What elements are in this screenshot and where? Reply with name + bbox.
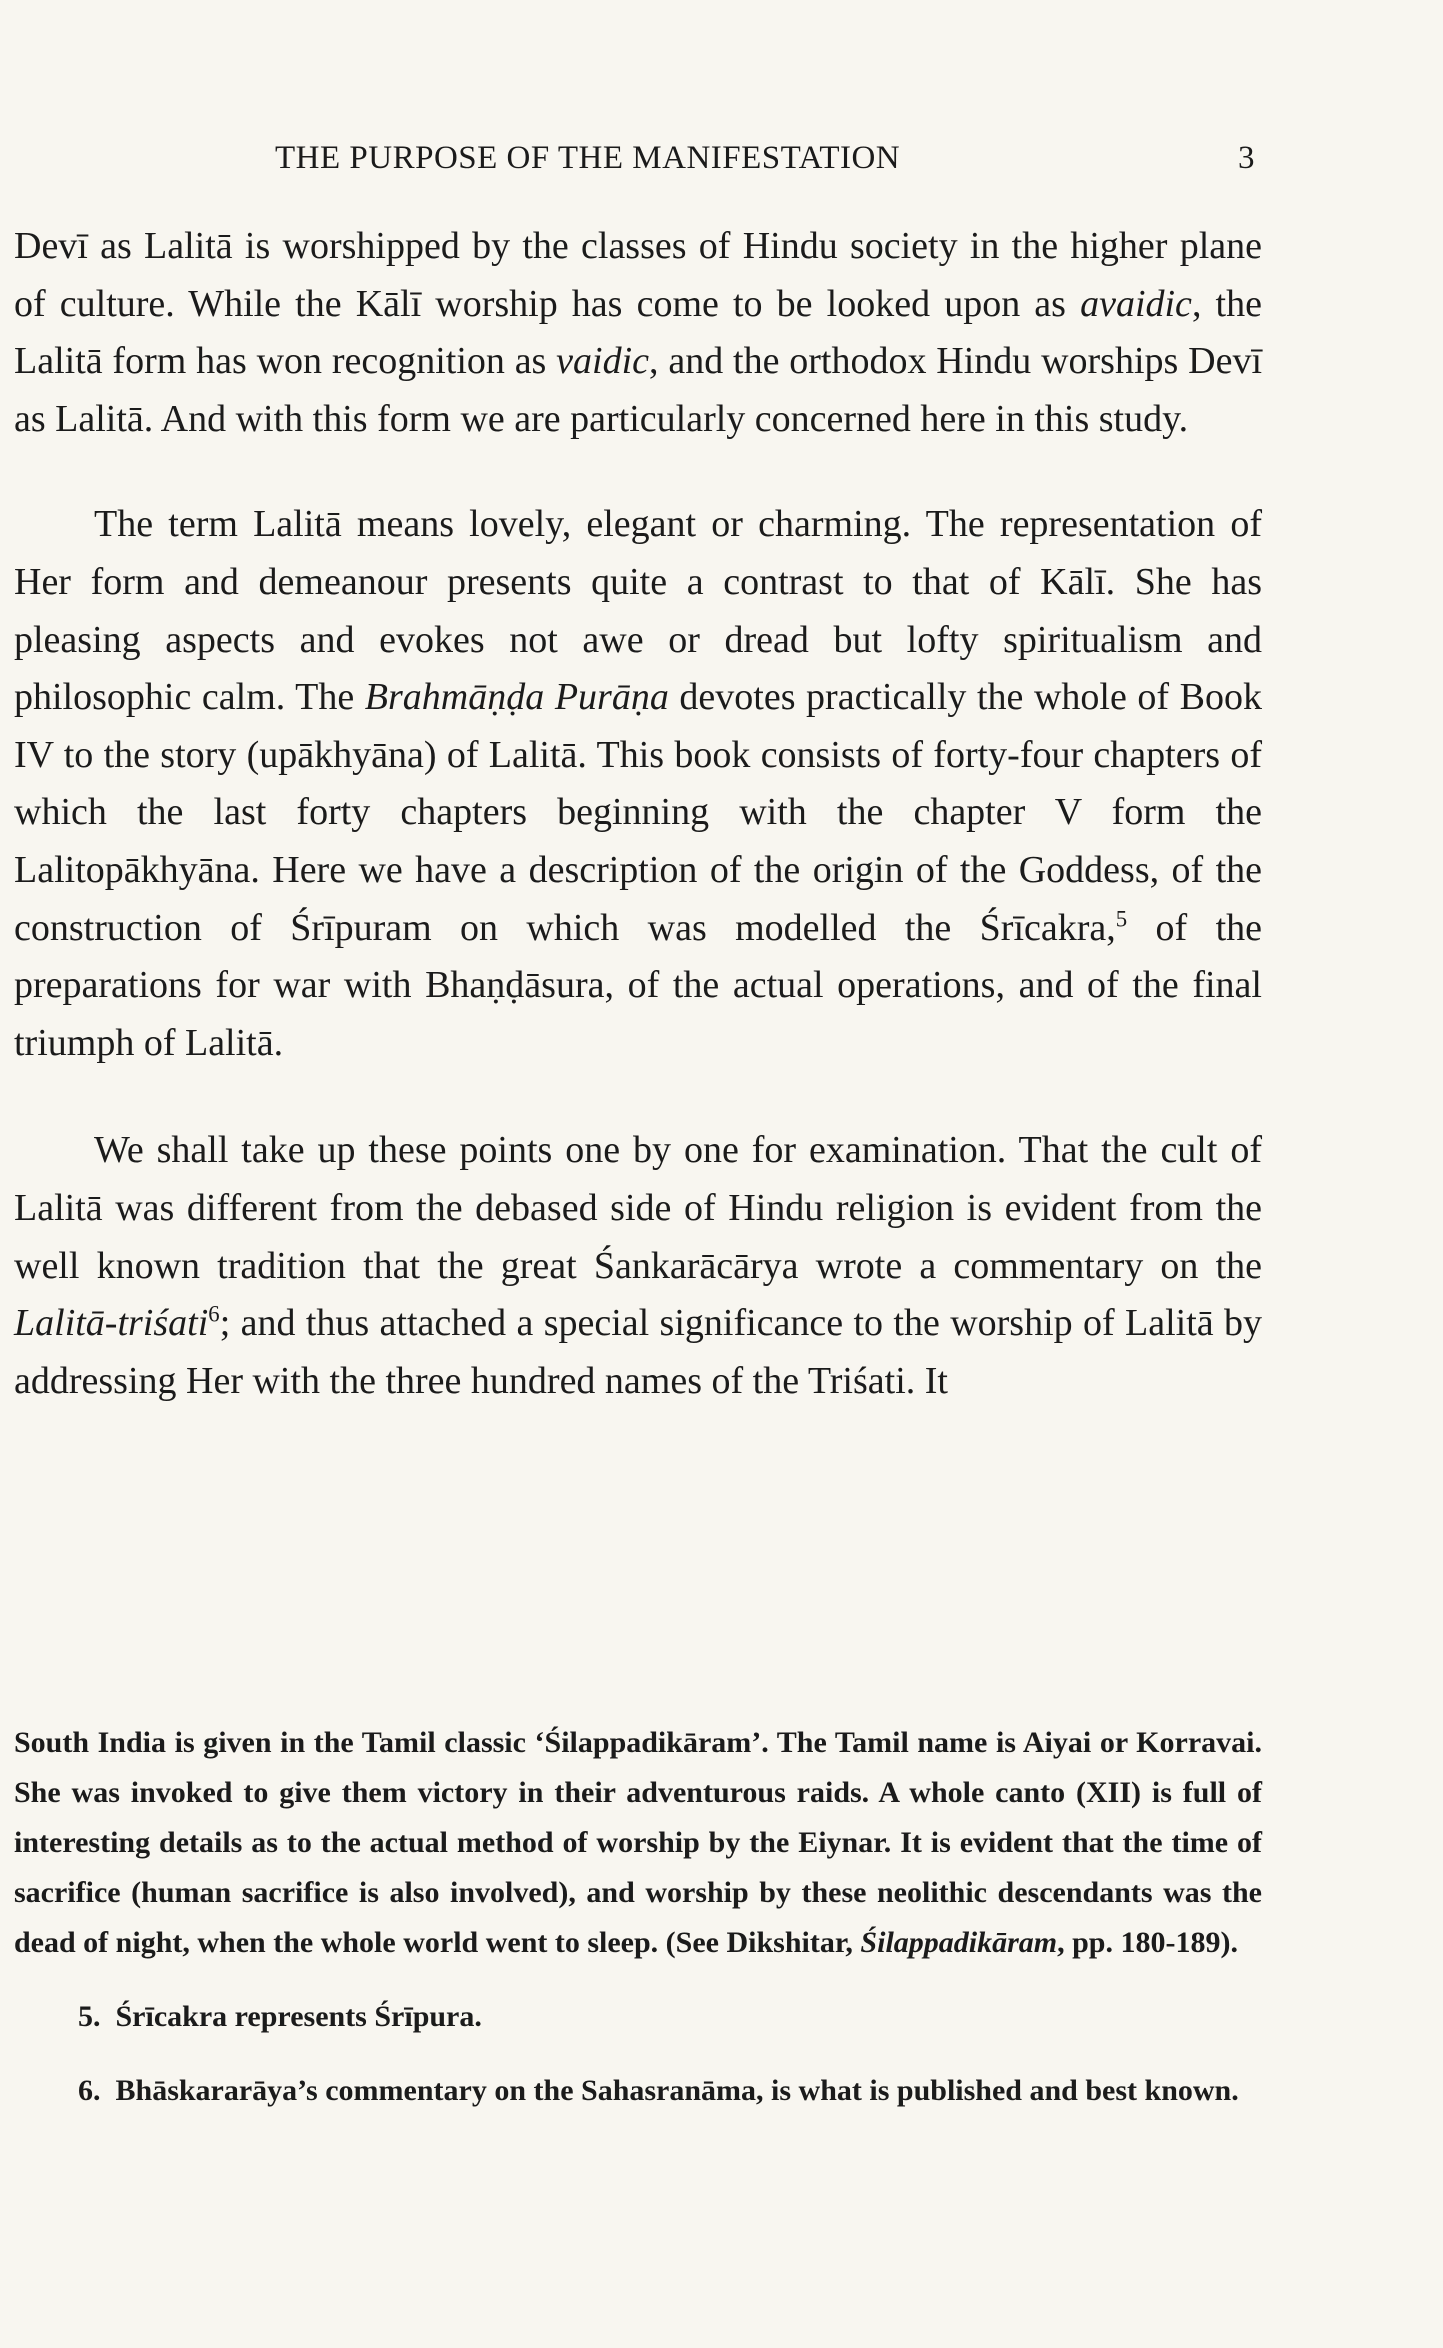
body-text — [14, 218, 1262, 1410]
title-lalita-trisati: Lalitā-triśati — [14, 1302, 209, 1345]
paragraph-1-text: Devī as Lalitā is worshipped by the classes of Hindu society in the higher plane of culture. While the Kālī worship has come to be looked upon as — [14, 225, 1262, 325]
paragraph-2 — [14, 496, 1262, 1072]
footnotes — [14, 1718, 1262, 2116]
title-brahmanda-purana: Brahmāṇḍa Purāṇa — [364, 676, 669, 719]
footnote-5 — [14, 1992, 1262, 2042]
footnote-ref-5: 5 — [1115, 905, 1128, 931]
footnote-continuation-text: South India is given in the Tamil classic ‘Śilappadikāram’. The Tamil name is Aiyai or Korravai. She was invoked to give them victory in their adventurous raids. A whole canto (XII) is full of interesting details as to the actual method of worship by the Eiynar. It is evident that the time of sacrifice (human sacrifice is also involved), and worship by these neolithic descendants was the dead of night, when the whole world went to sleep. (See Dikshitar, — [14, 1726, 1262, 1959]
footnote-continuation — [14, 1718, 1262, 1968]
paragraph-2-text: The term Lalitā means lovely, elegant or charming. The representation of Her form and demeanour presents quite a contrast to that of Kālī. She has pleasing aspects and evokes not awe or dread but lofty spiritualism and philosophic calm. The — [14, 503, 1262, 719]
term-avaidic: avaidic — [1080, 282, 1192, 325]
footnote-5-number: 5. — [78, 2000, 101, 2033]
paragraph-2-text-2: devotes practically the whole of Book IV to the story (upākhyāna) of Lalitā. This book consists of forty-four chapters of which the last forty chapters beginning with the chapter V form the Lalitopākhyāna. Here we have a description of the origin of the Goddess, of the construction of Śrīpuram on which was modelled the Śrīcakra, — [14, 676, 1262, 949]
footnote-5-text: Śrīcakra represents Śrīpura. — [115, 2000, 482, 2033]
footnote-6-text: Bhāskararāya’s commentary on the Sahasranāma, is what is published and best known. — [115, 2074, 1239, 2107]
footnote-continuation-text-2: , pp. 180-189). — [1057, 1926, 1238, 1959]
paragraph-3-text-2: ; and thus attached a special significance to the worship of Lalitā by addressing Her with the three hundred names of the Triśati. It — [14, 1302, 1262, 1402]
term-vaidic: vaidic — [556, 340, 650, 383]
paragraph-1-text-3: , and the orthodox Hindu worships Devī as Lalitā. And with this form we are particularly concerned here in this study. — [14, 340, 1262, 440]
running-title: THE PURPOSE OF THE MANIFESTATION — [275, 140, 901, 176]
paragraph-1-text-2: , the Lalitā form has won recognition as — [14, 282, 1262, 383]
footnote-6 — [14, 2066, 1262, 2116]
running-header — [275, 140, 1255, 177]
footnote-ref-6: 6 — [208, 1301, 220, 1327]
paragraph-2-text-3: of the preparations for war with Bhaṇḍāsura, of the actual operations, and of the final triumph of Lalitā. — [14, 906, 1263, 1064]
paragraph-1 — [14, 218, 1262, 448]
footnote-6-number: 6. — [78, 2074, 101, 2107]
paragraph-3-text: We shall take up these points one by one for examination. That the cult of Lalitā was different from the debased side of Hindu religion is evident from the well known tradition that the great Śankarācārya wrote a commentary on the — [14, 1129, 1262, 1287]
page-number: 3 — [1238, 140, 1255, 176]
title-silappadikaram: Śilappadikāram — [860, 1926, 1058, 1959]
paragraph-3 — [14, 1122, 1262, 1410]
